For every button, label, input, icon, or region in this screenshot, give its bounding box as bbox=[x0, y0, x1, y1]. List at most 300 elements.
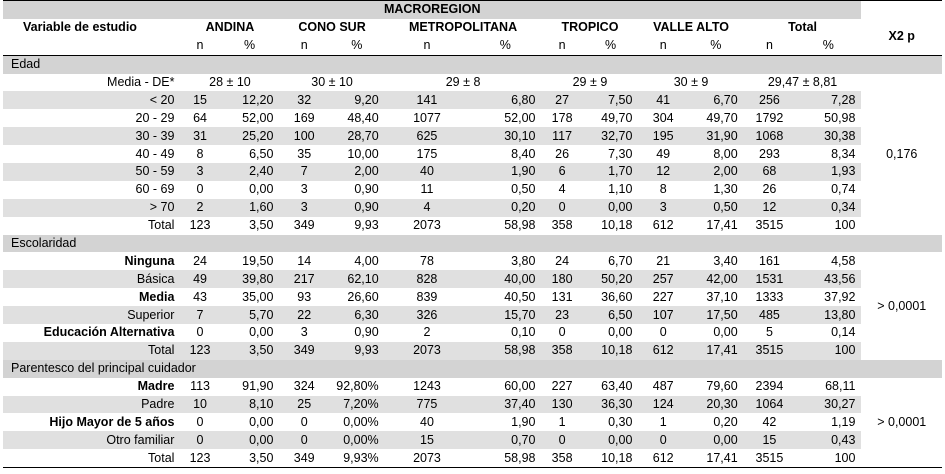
count-cell: 7 bbox=[180, 306, 219, 324]
count-cell: 293 bbox=[759, 146, 780, 161]
count-cell: 5 bbox=[765, 325, 773, 340]
percent-cell: 36,30 bbox=[583, 396, 639, 414]
row-label: > 70 bbox=[3, 199, 180, 217]
count-cell: 3515 bbox=[744, 449, 796, 467]
percent-cell: 1,60 bbox=[220, 199, 280, 217]
row-label: 50 - 59 bbox=[3, 163, 180, 181]
percent-cell: 1,90 bbox=[511, 414, 536, 429]
table-row bbox=[3, 252, 942, 270]
table-row bbox=[3, 217, 942, 235]
count-cell: 141 bbox=[385, 91, 470, 109]
count-cell: 839 bbox=[416, 289, 438, 304]
table-row bbox=[3, 127, 942, 145]
count-cell: 24 bbox=[555, 253, 570, 268]
percent-cell: 0,00 bbox=[688, 431, 744, 449]
row-label: Media bbox=[139, 289, 175, 304]
percent-cell: 8,10 bbox=[220, 396, 280, 414]
count-cell: 217 bbox=[279, 270, 329, 288]
percent-cell: 4,58 bbox=[831, 253, 856, 268]
percent-cell: 58,98 bbox=[504, 218, 536, 233]
count-cell: 123 bbox=[180, 449, 219, 467]
subheader-n: n bbox=[541, 37, 582, 55]
table-row bbox=[3, 270, 942, 288]
percent-cell: 7,28 bbox=[795, 91, 861, 109]
count-cell: 26 bbox=[555, 146, 570, 161]
percent-cell: 40,00 bbox=[469, 270, 541, 288]
count-cell: 40 bbox=[385, 163, 470, 181]
count-cell: 68 bbox=[744, 163, 796, 181]
table-row bbox=[3, 342, 942, 360]
count-cell: 1243 bbox=[413, 379, 441, 394]
count-cell: 358 bbox=[541, 342, 582, 360]
percent-cell: 7,30 bbox=[608, 146, 633, 161]
count-cell: 3 bbox=[279, 199, 329, 217]
count-cell: 2394 bbox=[755, 379, 784, 394]
table-row bbox=[3, 199, 942, 217]
count-cell: 8 bbox=[659, 182, 667, 197]
count-cell: 0 bbox=[541, 431, 582, 449]
percent-cell: 13,80 bbox=[795, 306, 861, 324]
p-value: > 0,0001 bbox=[861, 378, 942, 468]
count-cell: 256 bbox=[744, 91, 796, 109]
percent-cell: 100 bbox=[795, 449, 861, 467]
region-header-valle-alto: VALLE ALTO bbox=[653, 20, 729, 35]
macroregion-header: MACROREGION bbox=[3, 1, 861, 19]
percent-cell: 37,10 bbox=[706, 289, 738, 304]
subheader-n: n bbox=[744, 37, 796, 55]
percent-cell: 6,70 bbox=[608, 253, 633, 268]
row-label: Padre bbox=[3, 396, 180, 414]
count-cell: 324 bbox=[293, 379, 315, 394]
row-label: Básica bbox=[3, 270, 180, 288]
percent-cell: 4,00 bbox=[354, 253, 379, 268]
subheader-pct: % bbox=[220, 37, 280, 55]
count-cell: 42 bbox=[762, 414, 777, 429]
percent-cell: 100 bbox=[834, 218, 856, 233]
count-cell: 43 bbox=[193, 289, 207, 304]
subheader-n: n bbox=[385, 37, 470, 55]
count-cell: 3 bbox=[638, 199, 688, 217]
percent-cell: 36,60 bbox=[601, 289, 633, 304]
count-cell: 0 bbox=[558, 325, 566, 340]
count-cell: 349 bbox=[293, 218, 315, 233]
percent-cell: 31,90 bbox=[688, 127, 744, 145]
percent-cell: 17,41 bbox=[688, 449, 744, 467]
section-title: Edad bbox=[3, 55, 942, 73]
mean-cell: 30 ± 10 bbox=[311, 75, 353, 89]
count-cell: 64 bbox=[193, 110, 207, 125]
percent-cell: 50,20 bbox=[583, 270, 639, 288]
percent-cell: 26,60 bbox=[347, 289, 379, 304]
percent-cell: 6,50 bbox=[583, 306, 639, 324]
table-row bbox=[3, 431, 942, 449]
region-header-row bbox=[3, 19, 942, 37]
count-cell: 21 bbox=[656, 253, 671, 268]
count-cell: 828 bbox=[385, 270, 470, 288]
section-row bbox=[3, 360, 942, 378]
row-label: Ninguna bbox=[124, 253, 175, 268]
percent-cell: 1,30 bbox=[713, 182, 738, 197]
count-cell: 11 bbox=[420, 182, 434, 197]
percent-cell: 0,90 bbox=[329, 199, 385, 217]
count-cell: 326 bbox=[385, 306, 470, 324]
count-cell: 0 bbox=[196, 182, 204, 197]
percent-cell: 63,40 bbox=[601, 379, 633, 394]
percent-cell: 60,00 bbox=[504, 379, 536, 394]
percent-cell: 0,00 bbox=[249, 414, 274, 429]
percent-cell: 15,70 bbox=[469, 306, 541, 324]
percent-cell: 9,93 bbox=[329, 342, 385, 360]
count-cell: 612 bbox=[638, 449, 688, 467]
count-cell: 2 bbox=[423, 325, 431, 340]
section-title: Escolaridad bbox=[3, 235, 942, 253]
percent-cell: 2,40 bbox=[220, 163, 280, 181]
region-header-tropico: TROPICO bbox=[561, 20, 619, 35]
table-row bbox=[3, 181, 942, 199]
percent-cell: 50,98 bbox=[824, 110, 856, 125]
percent-cell: 0,00 bbox=[713, 325, 738, 340]
count-cell: 2073 bbox=[413, 218, 441, 233]
percent-cell: 0,00 bbox=[583, 199, 639, 217]
percent-cell: 8,34 bbox=[831, 146, 856, 161]
percent-cell: 1,70 bbox=[583, 163, 639, 181]
percent-cell: 52,00 bbox=[242, 110, 274, 125]
percent-cell: 58,98 bbox=[469, 449, 541, 467]
count-cell: 15 bbox=[180, 91, 219, 109]
count-cell: 113 bbox=[190, 379, 210, 394]
mean-cell: 30 ± 9 bbox=[673, 75, 709, 89]
count-cell: 1064 bbox=[744, 396, 796, 414]
percent-cell: 5,70 bbox=[220, 306, 280, 324]
percent-cell: 3,50 bbox=[249, 218, 274, 233]
percent-cell: 10,18 bbox=[583, 342, 639, 360]
count-cell: 40 bbox=[420, 414, 434, 429]
subheader-pct: % bbox=[688, 37, 744, 55]
percent-cell: 3,50 bbox=[220, 449, 280, 467]
count-cell: 41 bbox=[638, 91, 688, 109]
row-label: Total bbox=[148, 218, 175, 233]
row-label: Educación Alternativa bbox=[43, 325, 175, 340]
percent-cell: 37,92 bbox=[824, 289, 856, 304]
count-cell: 612 bbox=[638, 342, 688, 360]
count-cell: 10 bbox=[180, 396, 219, 414]
percent-cell: 43,56 bbox=[795, 270, 861, 288]
count-cell: 612 bbox=[652, 218, 674, 233]
count-cell: 4 bbox=[385, 199, 470, 217]
section-row bbox=[3, 55, 942, 73]
row-label: Hijo Mayor de 5 años bbox=[49, 414, 175, 429]
count-cell: 25 bbox=[279, 396, 329, 414]
count-cell: 1792 bbox=[755, 110, 784, 125]
percent-cell: 10,18 bbox=[583, 449, 639, 467]
percent-cell: 10,18 bbox=[601, 218, 633, 233]
row-label: 30 - 39 bbox=[3, 127, 180, 145]
row-label: 20 - 29 bbox=[135, 110, 175, 125]
percent-cell: 1,93 bbox=[795, 163, 861, 181]
count-cell: 0 bbox=[659, 325, 667, 340]
count-cell: 14 bbox=[297, 253, 312, 268]
percent-cell: 0,00% bbox=[343, 414, 379, 429]
percent-cell: 100 bbox=[795, 342, 861, 360]
count-cell: 0 bbox=[180, 431, 219, 449]
percent-cell: 17,41 bbox=[688, 342, 744, 360]
table-row bbox=[3, 306, 942, 324]
percent-cell: 12,20 bbox=[220, 91, 280, 109]
subheader-pct: % bbox=[583, 37, 639, 55]
percent-cell: 30,10 bbox=[469, 127, 541, 145]
subheader-n: n bbox=[180, 37, 219, 55]
count-cell: 107 bbox=[638, 306, 688, 324]
count-cell: 775 bbox=[385, 396, 470, 414]
table-row bbox=[3, 449, 942, 467]
percent-cell: 0,90 bbox=[354, 182, 379, 197]
count-cell: 15 bbox=[385, 431, 470, 449]
count-cell: 180 bbox=[541, 270, 582, 288]
percent-cell: 1,19 bbox=[831, 414, 856, 429]
count-cell: 169 bbox=[293, 110, 315, 125]
percent-cell: 58,98 bbox=[469, 342, 541, 360]
count-cell: 1 bbox=[659, 414, 667, 429]
count-cell: 1531 bbox=[744, 270, 796, 288]
mean-cell: 29,47 ± 8,81 bbox=[767, 75, 838, 89]
percent-cell: 9,93% bbox=[329, 449, 385, 467]
row-label: Madre bbox=[137, 379, 175, 394]
table-row bbox=[3, 396, 942, 414]
region-header-total: Total bbox=[788, 20, 818, 35]
table-row bbox=[3, 91, 942, 109]
count-cell: 358 bbox=[551, 218, 573, 233]
count-cell: 12 bbox=[638, 163, 688, 181]
percent-cell: 19,50 bbox=[242, 253, 274, 268]
count-cell: 117 bbox=[541, 127, 582, 145]
subheader-n: n bbox=[638, 37, 688, 55]
subheader-pct: % bbox=[469, 37, 541, 55]
percent-cell: 0,20 bbox=[469, 199, 541, 217]
count-cell: 349 bbox=[279, 342, 329, 360]
percent-cell: 0,10 bbox=[511, 325, 536, 340]
count-cell: 26 bbox=[762, 182, 777, 197]
subheader-n: n bbox=[279, 37, 329, 55]
count-cell: 22 bbox=[279, 306, 329, 324]
percent-cell: 17,50 bbox=[688, 306, 744, 324]
section-row bbox=[3, 235, 942, 253]
table-row bbox=[3, 378, 942, 396]
count-cell: 257 bbox=[638, 270, 688, 288]
count-cell: 0 bbox=[279, 431, 329, 449]
table-row bbox=[3, 163, 942, 181]
mean-cell: 29 ± 8 bbox=[445, 75, 481, 89]
percent-cell: 0,00 bbox=[249, 325, 274, 340]
count-cell: 1 bbox=[558, 414, 566, 429]
count-cell: 130 bbox=[541, 396, 582, 414]
mean-row bbox=[3, 74, 942, 92]
count-cell: 31 bbox=[180, 127, 219, 145]
percent-cell: 2,00 bbox=[329, 163, 385, 181]
percent-cell: 79,60 bbox=[706, 379, 738, 394]
row-label: Superior bbox=[3, 306, 180, 324]
percent-cell: 68,11 bbox=[825, 379, 856, 394]
percent-cell: 0,50 bbox=[688, 199, 744, 217]
count-cell: 178 bbox=[551, 110, 573, 125]
percent-cell: 6,70 bbox=[688, 91, 744, 109]
mean-cell: 29 ± 9 bbox=[572, 75, 608, 89]
count-cell: 195 bbox=[638, 127, 688, 145]
count-cell: 349 bbox=[279, 449, 329, 467]
count-cell: 2 bbox=[180, 199, 219, 217]
table-row bbox=[3, 109, 942, 127]
percent-cell: 42,00 bbox=[688, 270, 744, 288]
count-cell: 7 bbox=[279, 163, 329, 181]
percent-cell: 3,40 bbox=[713, 253, 738, 268]
percent-cell: 92,80% bbox=[336, 379, 379, 394]
percent-cell: 2,00 bbox=[688, 163, 744, 181]
count-cell: 78 bbox=[420, 253, 434, 268]
section-title: Parentesco del principal cuidador bbox=[3, 360, 942, 378]
percent-cell: 7,20% bbox=[329, 396, 385, 414]
percent-cell: 0,34 bbox=[795, 199, 861, 217]
count-cell: 32 bbox=[279, 91, 329, 109]
percent-cell: 9,20 bbox=[329, 91, 385, 109]
count-cell: 3 bbox=[300, 182, 308, 197]
count-cell: 124 bbox=[638, 396, 688, 414]
percent-cell: 0,70 bbox=[469, 431, 541, 449]
region-header-andina: ANDINA bbox=[205, 20, 255, 35]
count-cell: 625 bbox=[385, 127, 470, 145]
row-label: < 20 bbox=[3, 91, 180, 109]
region-header-cono-sur: CONO SUR bbox=[298, 20, 366, 35]
percent-cell: 30,38 bbox=[795, 127, 861, 145]
percent-cell: 35,00 bbox=[242, 289, 274, 304]
p-value: 0,176 bbox=[861, 74, 942, 235]
count-cell: 6 bbox=[541, 163, 582, 181]
percent-cell: 3,80 bbox=[511, 253, 536, 268]
count-cell: 161 bbox=[759, 253, 780, 268]
macroregion-row bbox=[3, 1, 942, 19]
count-cell: 2073 bbox=[385, 342, 470, 360]
percent-cell: 0,00 bbox=[249, 182, 274, 197]
p-value: > 0,0001 bbox=[861, 252, 942, 359]
percent-cell: 1,10 bbox=[608, 182, 633, 197]
percent-cell: 0,00% bbox=[329, 431, 385, 449]
percent-cell: 0,00 bbox=[583, 431, 639, 449]
percent-cell: 49,70 bbox=[601, 110, 633, 125]
table-row bbox=[3, 288, 942, 306]
table-row bbox=[3, 413, 942, 431]
percent-cell: 32,70 bbox=[583, 127, 639, 145]
count-cell: 49 bbox=[656, 146, 671, 161]
row-label: 60 - 69 bbox=[135, 182, 175, 197]
percent-cell: 0,90 bbox=[354, 325, 379, 340]
count-cell: 0 bbox=[196, 325, 204, 340]
count-cell: 3515 bbox=[744, 342, 796, 360]
count-cell: 24 bbox=[193, 253, 207, 268]
percent-cell: 9,93 bbox=[354, 218, 379, 233]
percent-cell: 10,00 bbox=[347, 146, 379, 161]
percent-cell: 1,90 bbox=[469, 163, 541, 181]
count-cell: 1068 bbox=[744, 127, 796, 145]
count-cell: 12 bbox=[744, 199, 796, 217]
subheader-row bbox=[3, 37, 942, 55]
percent-cell: 0,14 bbox=[831, 325, 856, 340]
subheader-pct: % bbox=[795, 37, 861, 55]
percent-cell: 3,50 bbox=[220, 342, 280, 360]
subheader-pct: % bbox=[329, 37, 385, 55]
table-row bbox=[3, 324, 942, 342]
percent-cell: 8,40 bbox=[511, 146, 536, 161]
count-cell: 49 bbox=[180, 270, 219, 288]
count-cell: 100 bbox=[279, 127, 329, 145]
count-cell: 3515 bbox=[755, 218, 784, 233]
count-cell: 0 bbox=[196, 414, 204, 429]
count-cell: 487 bbox=[652, 379, 674, 394]
percent-cell: 7,50 bbox=[583, 91, 639, 109]
row-label: 40 - 49 bbox=[135, 146, 175, 161]
percent-cell: 20,30 bbox=[688, 396, 744, 414]
percent-cell: 0,00 bbox=[220, 431, 280, 449]
count-cell: 2073 bbox=[385, 449, 470, 467]
percent-cell: 0,30 bbox=[608, 414, 633, 429]
count-cell: 358 bbox=[541, 449, 582, 467]
count-cell: 227 bbox=[652, 289, 674, 304]
percent-cell: 48,40 bbox=[347, 110, 379, 125]
percent-cell: 91,90 bbox=[242, 379, 274, 394]
count-cell: 0 bbox=[300, 414, 308, 429]
percent-cell: 28,70 bbox=[329, 127, 385, 145]
count-cell: 15 bbox=[744, 431, 796, 449]
count-cell: 123 bbox=[180, 342, 219, 360]
percent-cell: 0,74 bbox=[831, 182, 856, 197]
percent-cell: 37,40 bbox=[469, 396, 541, 414]
percent-cell: 40,50 bbox=[504, 289, 536, 304]
table-row bbox=[3, 145, 942, 163]
count-cell: 8 bbox=[196, 146, 204, 161]
percent-cell: 49,70 bbox=[706, 110, 738, 125]
percent-cell: 0,43 bbox=[795, 431, 861, 449]
percent-cell: 6,80 bbox=[469, 91, 541, 109]
count-cell: 123 bbox=[189, 218, 211, 233]
count-cell: 3 bbox=[180, 163, 219, 181]
percent-cell: 0,50 bbox=[511, 182, 536, 197]
percent-cell: 6,50 bbox=[249, 146, 274, 161]
percent-cell: 39,80 bbox=[220, 270, 280, 288]
percent-cell: 52,00 bbox=[504, 110, 536, 125]
percent-cell: 25,20 bbox=[220, 127, 280, 145]
count-cell: 0 bbox=[638, 431, 688, 449]
count-cell: 1077 bbox=[413, 110, 441, 125]
percent-cell: 62,10 bbox=[329, 270, 385, 288]
count-cell: 227 bbox=[551, 379, 573, 394]
percent-cell: 0,20 bbox=[713, 414, 738, 429]
count-cell: 27 bbox=[541, 91, 582, 109]
count-cell: 0 bbox=[541, 199, 582, 217]
x2p-header: X2 p bbox=[861, 19, 942, 55]
percent-cell: 30,27 bbox=[795, 396, 861, 414]
data-table bbox=[3, 0, 942, 468]
percent-cell: 8,00 bbox=[713, 146, 738, 161]
variable-header: Variable de estudio bbox=[23, 20, 137, 35]
count-cell: 485 bbox=[744, 306, 796, 324]
mean-cell: 28 ± 10 bbox=[209, 75, 251, 89]
percent-cell: 17,41 bbox=[706, 218, 738, 233]
row-label: Total bbox=[3, 449, 180, 467]
percent-cell: 6,30 bbox=[329, 306, 385, 324]
count-cell: 93 bbox=[297, 289, 312, 304]
row-label: Total bbox=[3, 342, 180, 360]
count-cell: 1333 bbox=[755, 289, 784, 304]
row-label: Media - DE* bbox=[107, 75, 175, 89]
count-cell: 304 bbox=[652, 110, 674, 125]
count-cell: 131 bbox=[551, 289, 573, 304]
